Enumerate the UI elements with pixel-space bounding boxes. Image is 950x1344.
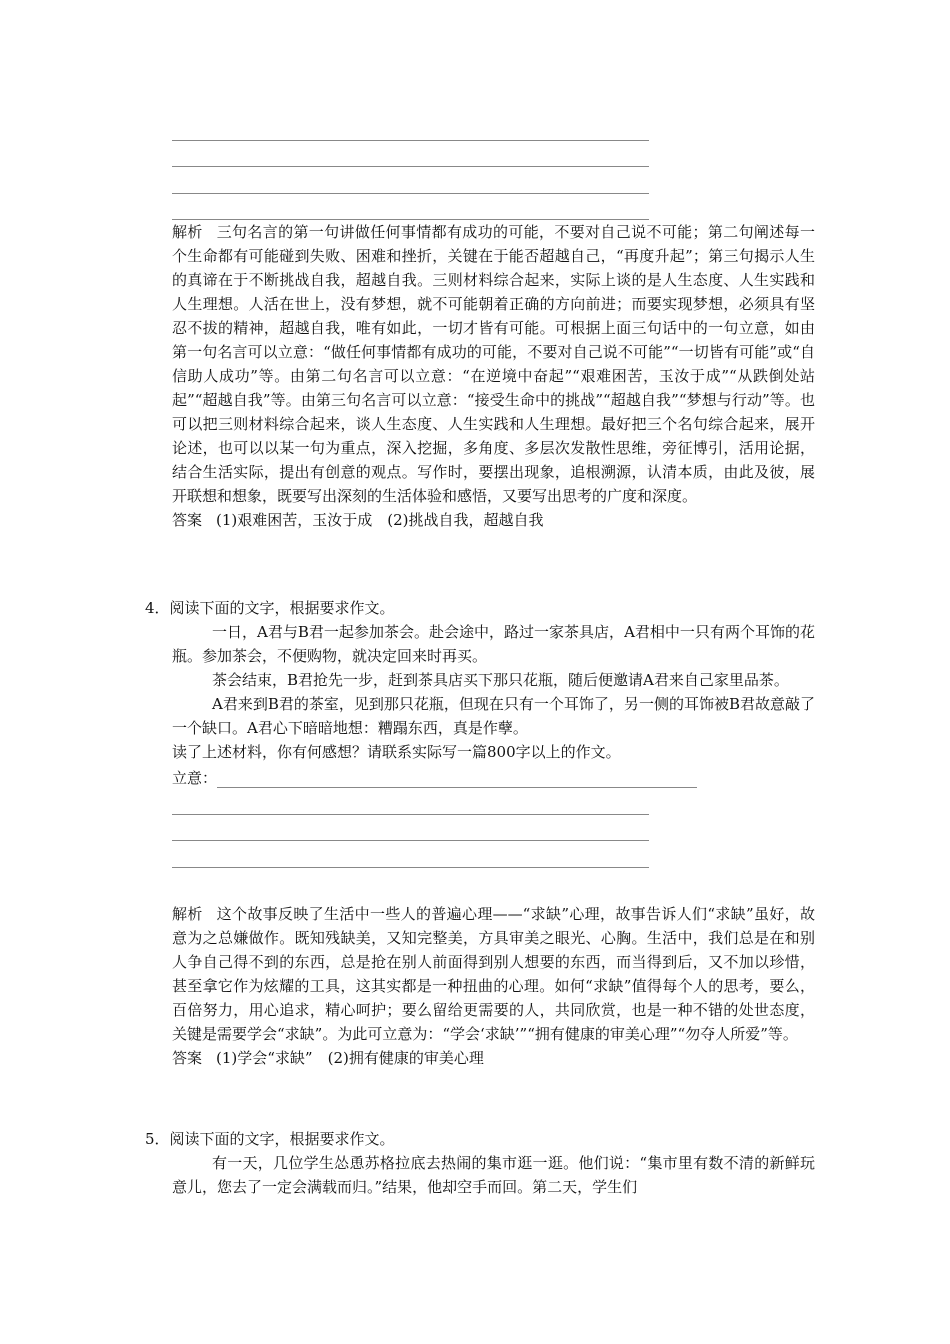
answer-label: 答案 bbox=[172, 511, 203, 529]
material-paragraph: 茶会结束，B君抢先一步，赶到茶具店买下那只花瓶，随后便邀请A君来自己家里品茶。 bbox=[212, 671, 789, 689]
question-title: 5．阅读下面的文字，根据要求作文。 bbox=[145, 1130, 395, 1148]
answer-line[interactable] bbox=[172, 841, 649, 868]
answer-line[interactable] bbox=[172, 194, 649, 221]
answer-line[interactable] bbox=[172, 167, 649, 194]
lizhi-row bbox=[172, 764, 815, 788]
analysis-label: 解析 bbox=[172, 905, 203, 923]
lizhi-answer-line[interactable] bbox=[217, 771, 697, 788]
analysis-text: 这个故事反映了生活中一些人的普遍心理——“求缺”心理，故事告诉人们“求缺”虽好，故意为之总嫌做作。既知残缺美，又知完整美，方具审美之眼光、心胸。生活中，我们总是在和别人争自己得不到的东西，总是抢在别人前面得到别人想要的东西，而当得到后，又不加以珍惜，甚至拿它作为炫耀的工具，这其实都是一种扭曲的心理。如何“求缺”值得每个人的思考，要么，百倍努力，用心追求，精心呵护；要么留给更需要的人，共同欣赏，也是一种不错的处世态度，关键是需要学会“求缺”。为此可立意为：“学会‘求缺’”“拥有健康的审美心理”“勿夺人所爱”等。 bbox=[172, 905, 815, 1043]
answer-label: 答案 bbox=[172, 1049, 203, 1067]
answer-line[interactable] bbox=[172, 788, 649, 815]
analysis-label: 解析 bbox=[172, 223, 203, 241]
q5-section bbox=[145, 1127, 815, 1199]
answer-line[interactable] bbox=[172, 815, 649, 842]
question-title: 4．阅读下面的文字，根据要求作文。 bbox=[145, 599, 395, 617]
answer-text: (1)学会“求缺” (2)拥有健康的审美心理 bbox=[216, 1049, 484, 1067]
q4-section bbox=[145, 596, 815, 868]
analysis-text: 三句名言的第一句讲做任何事情都有成功的可能，不要对自己说不可能；第二句阐述每一个生命都有可能碰到失败、困难和挫折，关键在于能否超越自己，“再度升起”；第三句揭示人生的真谛在于不断挑战自我，超越自我。三则材料综合起来，实际上谈的是人生态度、人生实践和人生理想。人活在世上，没有梦想，就不可能朝着正确的方向前进；而要实现梦想，必须具有坚忍不拔的精神，超越自我，唯有如此，一切才皆有可能。可根据上面三句话中的一句立意，如由第一句名言可以立意：“做任何事情都有成功的可能，不要对自己说不可能”“一切皆有可能”或“自信助人成功”等。由第二句名言可以立意：“在逆境中奋起”“艰难困苦，玉汝于成”“从跌倒处站起”“超越自我”等。由第三句名言可以立意：“接受生命中的挑战”“超越自我”“梦想与行动”等。也可以把三则材料综合起来，谈人生态度、人生实践和人生理想。最好把三个名句综合起来，展开论述，也可以以某一句为重点，深入挖掘，多角度、多层次发散性思维，旁征博引，活用论据，结合生活实际，提出有创意的观点。写作时，要摆出现象，追根溯源，认清本质，由此及彼，展开联想和想象，既要写出深刻的生活体验和感悟，又要写出思考的广度和深度。 bbox=[172, 223, 815, 505]
lizhi-label: 立意： bbox=[172, 769, 218, 787]
analysis-paragraph bbox=[172, 902, 815, 1046]
q4-analysis bbox=[145, 902, 815, 1070]
answer-paragraph bbox=[172, 508, 815, 532]
writing-requirement: 读了上述材料，你有何感想？请联系实际写一篇800字以上的作文。 bbox=[172, 743, 621, 761]
answer-line[interactable] bbox=[172, 114, 649, 141]
analysis-paragraph bbox=[172, 220, 815, 508]
material-paragraph: 一日，A君与B君一起参加茶会。赴会途中，路过一家茶具店，A君相中一只有两个耳饰的花瓶。参加茶会，不便购物，就决定回来时再买。 bbox=[172, 623, 815, 665]
answer-paragraph bbox=[172, 1046, 815, 1070]
material-paragraph: 有一天，几位学生怂恿苏格拉底去热闹的集市逛一逛。他们说：“集市里有数不清的新鲜玩意儿，您去了一定会满载而归。”结果，他却空手而回。第二天，学生们 bbox=[172, 1154, 815, 1196]
q3-section bbox=[145, 114, 815, 220]
answer-text: (1)艰难困苦，玉汝于成 (2)挑战自我，超越自我 bbox=[216, 511, 544, 529]
material-paragraph: A君来到B君的茶室，见到那只花瓶，但现在只有一个耳饰了，另一侧的耳饰被B君故意敲了一个缺口。A君心下暗暗地想：糟蹋东西，真是作孽。 bbox=[172, 695, 815, 737]
q3-analysis bbox=[145, 220, 815, 532]
answer-line[interactable] bbox=[172, 141, 649, 168]
